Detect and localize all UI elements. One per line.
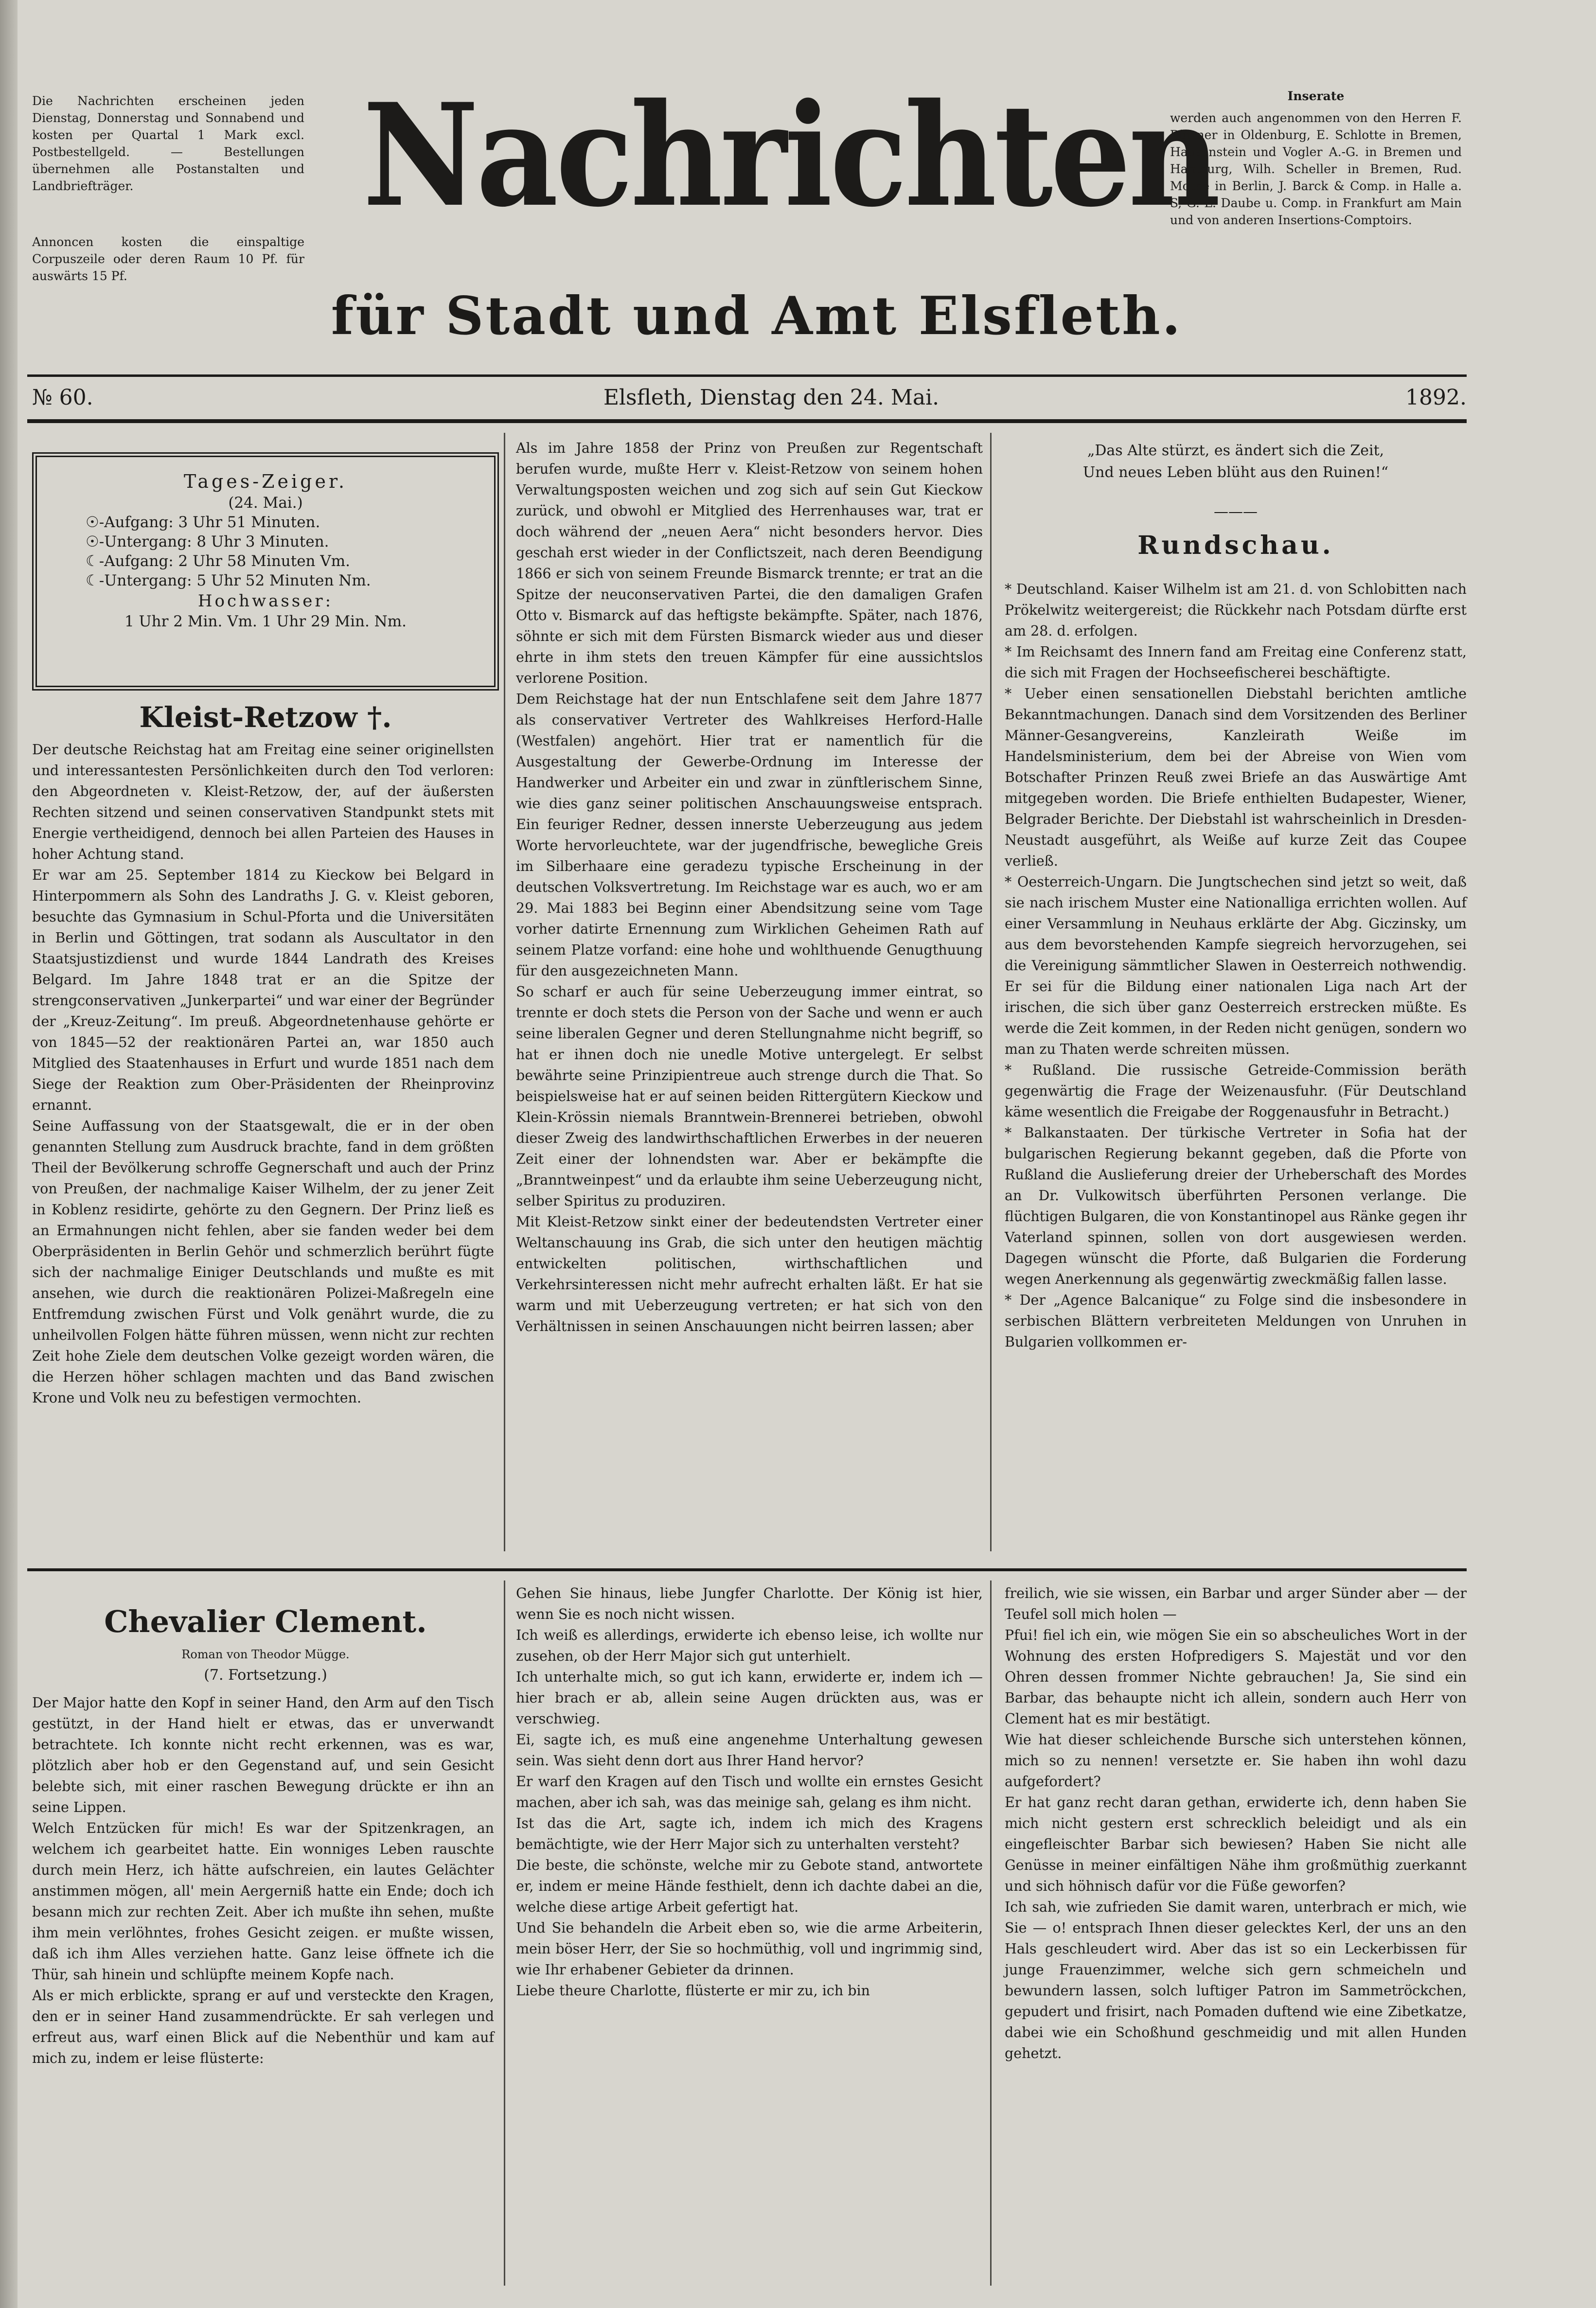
tages-zeiger-box: [32, 452, 499, 691]
inserate-title: Inserate: [1287, 89, 1345, 103]
date-rule: [27, 419, 1467, 423]
kleist-column-2: Als im Jahre 1858 der Prinz von Preußen zur Regentschaft berufen wurde, mußte Herr v. Kleist-Retzow von seinem hohen Verwaltungsposten weichen und zog sich auf sein Gut Kieckow zurück, und obwohl er Mitglied des Herrenhauses war, trat er doch während der „neuen Aera“ nicht besonders hervor. Dies geschah erst wieder in der Conflictszeit, nach deren Beendigung 1866 er sich von seinem Freunde Bismarck trennte; er trat an die Spitze der neuconservativen Partei, die den damaligen Grafen Otto v. Bismarck auf das heftigste bekämpfte. Später, nach 1876, söhnte er sich mit dem Fürsten Bismarck wieder aus und dieser ehrte in ihm stets den treuen Kämpfer für eine aussichtslos verlorene Position. Dem Reichstage hat der nun Entschlafene seit dem Jahre 1877 als conservativer Vertreter des Wahlkreises Herford-Halle (Westfalen) angehört. Hier trat er namentlich für die Ausgestaltung der Gewerbe-Ordnung im Interesse der Handwerker und Arbeiter ein und zwar in zünftlerischem Sinne, wie dies ganz seiner politischen Anschauungsweise entsprach. Ein feuriger Redner, dessen innerste Ueberzeugung aus jedem Worte hervorleuchtete, war der jugendfrische, bewegliche Greis im Silberhaare eine geradezu typische Erscheinung in der deutschen Volksvertretung. Im Reichstage war es auch, wo er am 29. Mai 1883 bei Beginn einer Abendsitzung seine vom Tage vorher datirte Ernennung zum Wirklichen Geheimen Rath auf seinem Platze vorfand: eine hohe und wohlthuende Genugthuung für den ausgezeichneten Mann. So scharf er auch für seine Ueberzeugung immer eintrat, so trennte er doch stets die Person von der Sache und wenn er auch seine liberalen Gegner und deren Stellungnahme nicht begriff, so hat er ihnen doch nie unedle Motive untergelegt. Er selbst bewährte seine Prinzipientreue auch strenge durch die That. So beispielsweise hat er auf seinen beiden Rittergütern Kieckow und Klein-Krössin niemals Branntwein-Brennerei betrieben, obwohl dieser Zweig des landwirthschaftlichen Erwerbes in der neueren Zeit einer der lohnendsten war. Aber er bekämpfte die „Branntweinpest“ und da erlaubte ihm seine Ueberzeugung nicht, selber Spiritus zu produziren. Mit Kleist-Retzow sinkt einer der bedeutendsten Vertreter einer Weltanschauung ins Grab, die sich unter den heutigen mächtig entwickelten politischen, wirthschaftlichen und Verkehrsinteressen nicht mehr aufrecht erhalten läßt. Er hat sie warm und mit Ueberzeugung vertreten; er hat sich von den Verhältnissen in seinen Anschauungen nicht beirren lassen; aber: [516, 440, 983, 1334]
newspaper-subtitle: für Stadt und Amt Elsfleth.: [331, 285, 1183, 347]
feuilleton-column-1: Der Major hatte den Kopf in seiner Hand, den Arm auf den Tisch gestützt, in der Hand hielt er etwas, das er unverwandt betrachtete. Ich konnte nicht recht erkennen, was es war, plötzlich aber hob er den Gegenstand auf, und sein Gesicht belebte sich, mit einer raschen Bewegung drückte er ihn an seine Lippen. Welch Entzücken für mich! Es war der Spitzenkragen, an welchem ich gearbeitet hatte. Ein wonniges Leben rauschte durch mein Herz, ich hätte aufschreien, ein lautes Gelächter anstimmen mögen, all' mein Aergerniß hatte ein Ende; doch ich besann mich zur rechten Zeit. Aber ich mußte ihn sehen, mußte ihm mein verlöhntes, frohes Gesicht zeigen. er mußte wissen, daß ich ihm Alles verziehen hatte. Ganz leise öffnete ich die Thür, sah hinein und schlüpfte meinem Kopfe nach. Als er mich erblickte, sprang er auf und versteckte den Kragen, den er in seiner Hand zusammendrückte. Er sah verlegen und erfreut aus, warf einen Blick auf die Nebenthür und kam auf mich zu, indem er leise flüsterte:: [32, 1695, 494, 2066]
kleist-heading: Kleist-Retzow †.: [139, 701, 392, 734]
rundschau-heading: Rundschau.: [1137, 531, 1334, 560]
feuilleton-heading: Chevalier Clement.: [104, 1604, 427, 1639]
tages-zeiger-title: Tages-Zeiger.: [183, 471, 348, 492]
motto-line-1: „Das Alte stürzt, es ändert sich die Zeit,: [1087, 442, 1384, 459]
section-divider: ———: [1214, 503, 1258, 520]
feuilleton-column-2: Gehen Sie hinaus, liebe Jungfer Charlotte. Der König ist hier, wenn Sie es noch nicht wissen. Ich weiß es allerdings, erwiderte ich ebenso leise, ich wollte nur zusehen, ob der Herr Major sich gut unterhielt. Ich unterhalte mich, so gut ich kann, erwiderte er, indem ich — hier brach er ab, allein seine Augen drückten aus, was er verschwieg. Ei, sagte ich, es muß eine angenehme Unterhaltung gewesen sein. Was sieht denn dort aus Ihrer Hand hervor? Er warf den Kragen auf den Tisch und wollte ein ernstes Gesicht machen, aber ich sah, was das meinige sah, gelang es ihm nicht. Ist das die Art, sagte ich, indem ich mich des Kragens bemächtigte, wie der Herr Major sich zu unterhalten versteht? Die beste, die schönste, welche mir zu Gebote stand, antwortete er, indem er meine Hände festhielt, denn ich dachte dabei an die, welche diese artige Arbeit gefertigt hat. Und Sie behandeln die Arbeit eben so, wie die arme Arbeiterin, mein böser Herr, der Sie so hochmüthig, voll und ingrimmig sind, wie Ihr erhabener Gebieter da drinnen. Liebe theure Charlotte, flüsterte er mir zu, ich bin: [516, 1585, 983, 1999]
rundschau-body: * Deutschland. Kaiser Wilhelm ist am 21. d. von Schlobitten nach Prökelwitz weitergereist; die Rückkehr nach Potsdam dürfte erst am 28. d. erfolgen. * Im Reichsamt des Innern fand am Freitag eine Conferenz statt, die sich mit Fragen der Hochseefischerei beschäftigte. * Ueber einen sensationellen Diebstahl berichten amtliche Bekanntmachungen. Danach sind dem Vorsitzenden des Berliner Männer-Gesangvereins, Kanzleirath Weiße im Handelsministerium, dem bei der Abreise von Wien vom Botschafter Prinzen Reuß zwei Briefe an das Auswärtige Amt mitgegeben worden. Die Briefe enthielten Budapester, Wiener, Belgrader Berichte. Der Diebstahl ist wahrscheinlich in Dresden-Neustadt ausgeführt, als Weiße auf kurze Zeit das Coupee verließ. * Oesterreich-Ungarn. Die Jungtschechen sind jetzt so weit, daß sie nach irischem Muster eine Nationalliga errichten wollen. Auf einer Versammlung in Neuhaus erklärte der Abg. Giczinsky, um aus dem bevorstehenden Kampfe siegreich hervorzugehen, sei die Vereinigung sämmtlicher Slawen in Oesterreich nothwendig. Er sei für die Bildung einer nationalen Liga nach Art der irischen, die sich über ganz Oesterreich erstrecken müßte. Es werde die Zeit kommen, in der Reden nicht genügen, sondern wo man zu Thaten werde schreiten müssen. * Rußland. Die russische Getreide-Commission beräth gegenwärtig die Frage der Weizenausfuhr. (Für Deutschland käme wesentlich die Freigabe der Roggenausfuhr in Betracht.) * Balkanstaaten. Der türkische Vertreter in Sofia hat der bulgarischen Regierung bekannt gegeben, daß die Pforte von Rußland die Auslieferung dreier der Urheberschaft des Mordes an Dr. Vulkowitsch überführten Personen verlange. Die flüchtigen Bulgaren, die von Konstantinopel aus Ränke gegen ihr Vaterland spinnen, sollen von dort ausgewiesen werden. Dagegen wünscht die Pforte, daß Bulgarien die Forderung wegen Anerkennung als gegenwärtig zweckmäßig fallen lasse. * Der „Agence Balcanique“ zu Folge sind die insbesondere in serbischen Blättern verbreiteten Meldungen von Unruhen in Bulgarien vollkommen er-: [1005, 581, 1467, 1350]
feuilleton-column-3: freilich, wie sie wissen, ein Barbar und arger Sünder aber — der Teufel soll mich holen — Pfui! fiel ich ein, wie mögen Sie ein so abscheuliches Wort in der Wohnung des ersten Hofpredigers S. Majestät und vor den Ohren dessen frommer Nichte gebrauchen! Ja, Sie sind ein Barbar, das behaupte nicht ich allein, sondern auch Herr von Clement hat es mir bestätigt. Wie hat dieser schleichende Bursche sich unterstehen können, mich so zu nennen! versetzte er. Sie haben ihn wohl dazu aufgefordert? Er hat ganz recht daran gethan, erwiderte ich, denn haben Sie mich nicht gestern erst schrecklich beleidigt und als ein eingefleischter Barbar sich bewiesen? Haben Sie nicht alle Genüsse in meiner einfältigen Nähe ihm großmüthig zuerkannt und sich höhnisch dafür vor die Füße geworfen? Ich sah, wie zufrieden Sie damit waren, unterbrach er mich, wie Sie — o! entsprach Ihnen dieser gelecktes Kerl, der uns an den Hals geschleudert wird. Aber das ist so ein Leckerbissen für junge Frauenzimmer, welche sich gern schmeicheln und bewundern lassen, solch luftiger Patron im Sammetröckchen, gepudert und frisirt, nach Pomaden duftend wie eine Zibetkatze, dabei wie ein Schoßhund geschmeidig und mit allen Hunden gehetzt.: [1005, 1585, 1467, 2061]
column-divider: [504, 433, 505, 1551]
motto-line-2: Und neues Leben blüht aus den Ruinen!“: [1082, 464, 1389, 481]
sunset-line: ☉-Untergang: 8 Uhr 3 Minuten.: [86, 533, 329, 550]
newspaper-page: [18, 0, 1596, 2308]
moonset-line: ☾-Untergang: 5 Uhr 52 Minuten Nm.: [86, 572, 371, 589]
feuilleton-byline: Roman von Theodor Mügge.: [181, 1648, 350, 1661]
kleist-column-1: Der deutsche Reichstag hat am Freitag eine seiner originellsten und interessantesten Persönlichkeiten durch den Tod verloren: den Abgeordneten v. Kleist-Retzow, der, auf der äußersten Rechten sitzend und seinen conservativen Standpunkt stets mit Energie vertheidigend, dennoch bei allen Parteien des Hauses in hoher Achtung stand. Er war am 25. September 1814 zu Kieckow bei Belgard in Hinterpommern als Sohn des Landraths J. G. v. Kleist geboren, besuchte das Gymnasium in Schul-Pforta und die Universitäten in Berlin und Göttingen, trat sodann als Auscultator in den Staatsjustizdienst und wurde 1844 Landrath des Kreises Belgard. Im Jahre 1848 trat er an die Spitze der strengconservativen „Junkerpartei“ und war einer der Begründer der „Kreuz-Zeitung“. Im preuß. Abgeordnetenhause gehörte er von 1845—52 der reaktionären Partei an, war 1850 auch Mitglied des Staatenhauses in Erfurt und wurde 1851 nach dem Siege der Reaktion zum Ober-Präsidenten der Rheinprovinz ernannt. Seine Auffassung von der Staatsgewalt, die er in der oben genannten Stellung zum Ausdruck brachte, fand in dem größten Theil der Bevölkerung schroffe Gegnerschaft und auch der Prinz von Preußen, der nachmalige Kaiser Wilhelm, der zu jener Zeit in Koblenz residirte, gehörte zu den Gegnern. Der Prinz ließ es an Ermahnungen nicht fehlen, aber sie fanden weder bei dem Oberpräsidenten in Berlin Gehör und schmerzlich berührt fügte sich der nachmalige Einiger Deutschlands und mußte es mit ansehen, wie durch die reaktionären Polizei-Maßregeln eine Entfremdung zwischen Fürst und Volk genährt wurde, die zu unheilvollen Folgen hätte führen müssen, wenn nicht zur rechten Zeit hohe Ziele dem deutschen Volke gezeigt worden wären, die die Herzen höher schlagen machten und das Band zwischen Krone und Volk neu zu befestigen vermochten.: [32, 742, 494, 1406]
column-divider: [504, 1580, 505, 2286]
inserate-notice: werden auch angenommen von den Herren F. Büttner in Oldenburg, E. Schlotte in Bremen, Haasenstein und Vogler A.-G. in Bremen und Hamburg, Wilh. Scheller in Bremen, Rud. Mosse in Berlin, J. Barck & Comp. in Halle a. S, G. L. Daube u. Comp. in Frankfurt am Main und von anderen Insertions-Comptoirs.: [1170, 111, 1462, 227]
sunrise-line: ☉-Aufgang: 3 Uhr 51 Minuten.: [86, 514, 320, 531]
column-divider: [990, 1580, 992, 2286]
column-divider: [990, 433, 992, 1551]
advertising-rates: Annoncen kosten die einspaltige Corpuszeile oder deren Raum 10 Pf. für auswärts 15 Pf.: [32, 235, 304, 283]
newspaper-title: Nachrichten: [363, 73, 1218, 238]
masthead-rule: [27, 374, 1467, 377]
tages-zeiger-date: (24. Mai.): [228, 494, 303, 512]
feuilleton-sequel: (7. Fortsetzung.): [204, 1667, 327, 1684]
subscription-notice: Die Nachrichten erscheinen jeden Dienstag, Donnerstag und Sonnabend und kosten per Quartal 1 Mark excl. Postbestellgeld. — Bestellungen übernehmen alle Postanstalten und Landbriefträger.: [32, 94, 304, 193]
hochwasser-times: 1 Uhr 2 Min. Vm. 1 Uhr 29 Min. Nm.: [124, 613, 407, 630]
issue-year: 1892.: [1405, 385, 1467, 410]
issue-date: Elsfleth, Dienstag den 24. Mai.: [603, 385, 940, 410]
moonrise-line: ☾-Aufgang: 2 Uhr 58 Minuten Vm.: [86, 552, 351, 570]
feuilleton-rule: [27, 1568, 1467, 1571]
page-edge: [0, 0, 18, 2308]
issue-number: № 60.: [32, 385, 93, 410]
hochwasser-title: Hochwasser:: [197, 591, 334, 611]
